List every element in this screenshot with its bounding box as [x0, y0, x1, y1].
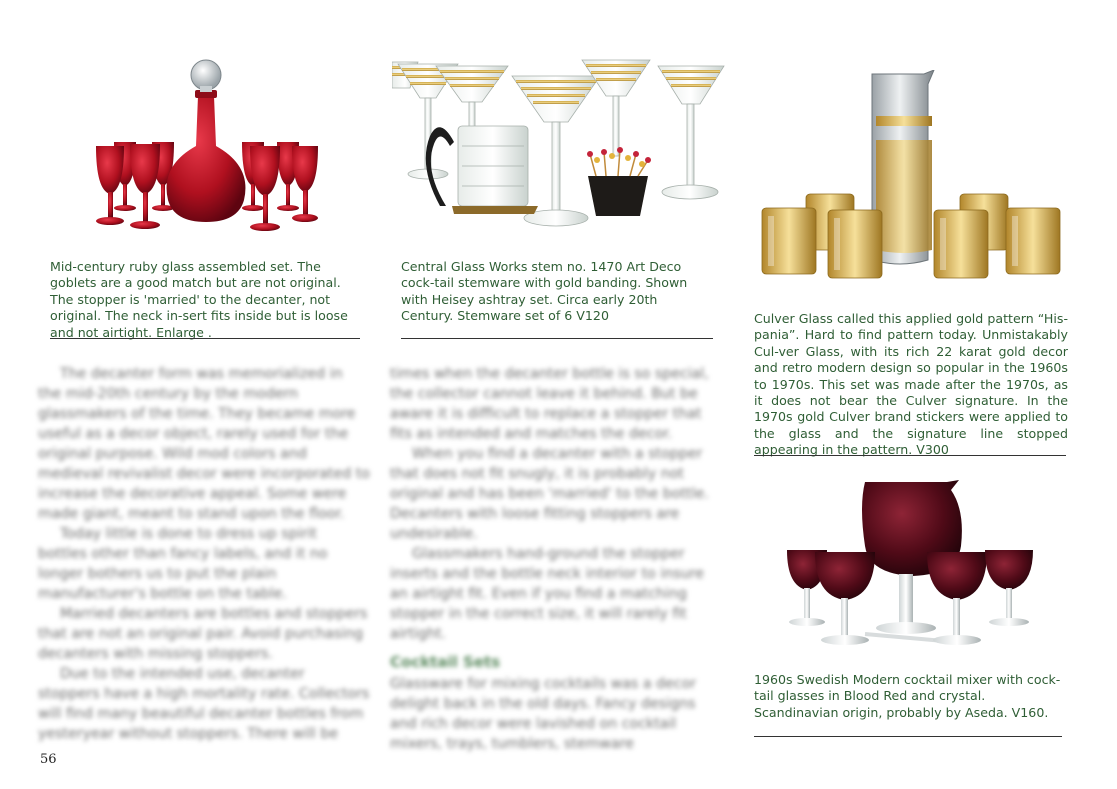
- central-glass-caption: Central Glass Works stem no. 1470 Art Deco cock-tail stemware with gold banding. Shown with Heisey ashtray set. Circa early 20th Century. Stemware set of 6 V120: [401, 259, 688, 324]
- body-paragraph: Married decanters are bottles and stoppers that are not an original pair. Avoid purchasing decanters with missing stoppers.: [38, 606, 368, 662]
- body-paragraph: The decanter form was memorialized in the mid-20th century by the modern glassmakers of the time. They became more useful as a decor object, rarely used for the original purpose. Wild mod colors and medieval revivalist decor were incorporated to increase the decorative appeal. Some were made giant, meant to stand upon the floor.: [38, 366, 370, 522]
- art-deco-stemware-photo: [392, 56, 728, 232]
- body-paragraph: Due to the intended use, decanter stoppers have a high mortality rate. Collectors will find many beautiful decanter bottles from yesteryear without stoppers. There will be: [38, 666, 370, 742]
- culver-glass-caption: Culver Glass called this applied gold pattern “His-pania”. Hard to find pattern today. Unmistakably Cul-ver Glass, with its rich 22 karat gold decor and retro modern design so popular in the 1960s to 1970s. This set was made after the 1970s, as it does not bear the Culver signature. In the 1970s gold Culver brand stickers were applied to the glass and the signature line stopped appearing in the pattern. V300: [754, 311, 1068, 458]
- culver-hispania-set-photo: [760, 70, 1065, 280]
- divider-col3-top: [754, 455, 1066, 456]
- ruby-glass-decanter-photo: [92, 58, 322, 236]
- body-paragraph: Today little is done to dress up spirit bottles other than fancy labels, and it no longer bothers us to put the plain manufacturer's bottle on the table.: [38, 526, 328, 602]
- divider-col3-bottom: [754, 736, 1062, 737]
- swedish-cocktail-mixer-photo: [785, 478, 1037, 650]
- body-paragraph: Glassware for mixing cocktails was a decor delight back in the old days. Fancy designs and rich decor were lavished on cocktail mixers, trays, tumblers, stemware: [390, 676, 697, 752]
- body-paragraph: times when the decanter bottle is so special, the collector cannot leave it behind. But be aware it is difficult to replace a stopper that fits as intended and matches the decor.: [390, 366, 709, 442]
- divider-col1: [50, 338, 360, 339]
- cocktail-sets-heading: Cocktail Sets: [390, 653, 501, 671]
- body-column-1: [38, 364, 370, 744]
- swedish-mixer-caption: 1960s Swedish Modern cocktail mixer with cock-tail glasses in Blood Red and crystal. Scandinavian origin, probably by Aseda. V160.: [754, 672, 1061, 720]
- page-number: 56: [40, 752, 57, 767]
- body-paragraph: When you find a decanter with a stopper that does not fit snugly, it is probably not original and has been 'married' to the bottle. Decanters with loose fitting stoppers are undesirable.: [390, 446, 709, 542]
- body-column-2: [390, 364, 726, 754]
- divider-col2: [401, 338, 713, 339]
- ruby-glass-caption: Mid-century ruby glass assembled set. The goblets are a good match but are not original. The stopper is 'married' to the decanter, not original. The neck in-sert fits inside but is loose and not airtight. Enlarge .: [50, 259, 348, 340]
- body-paragraph: Glassmakers hand-ground the stopper inserts and the bottle neck interior to insure an airtight fit. Even if you find a matching stopper in the correct size, it will rarely fit airtight.: [390, 546, 704, 642]
